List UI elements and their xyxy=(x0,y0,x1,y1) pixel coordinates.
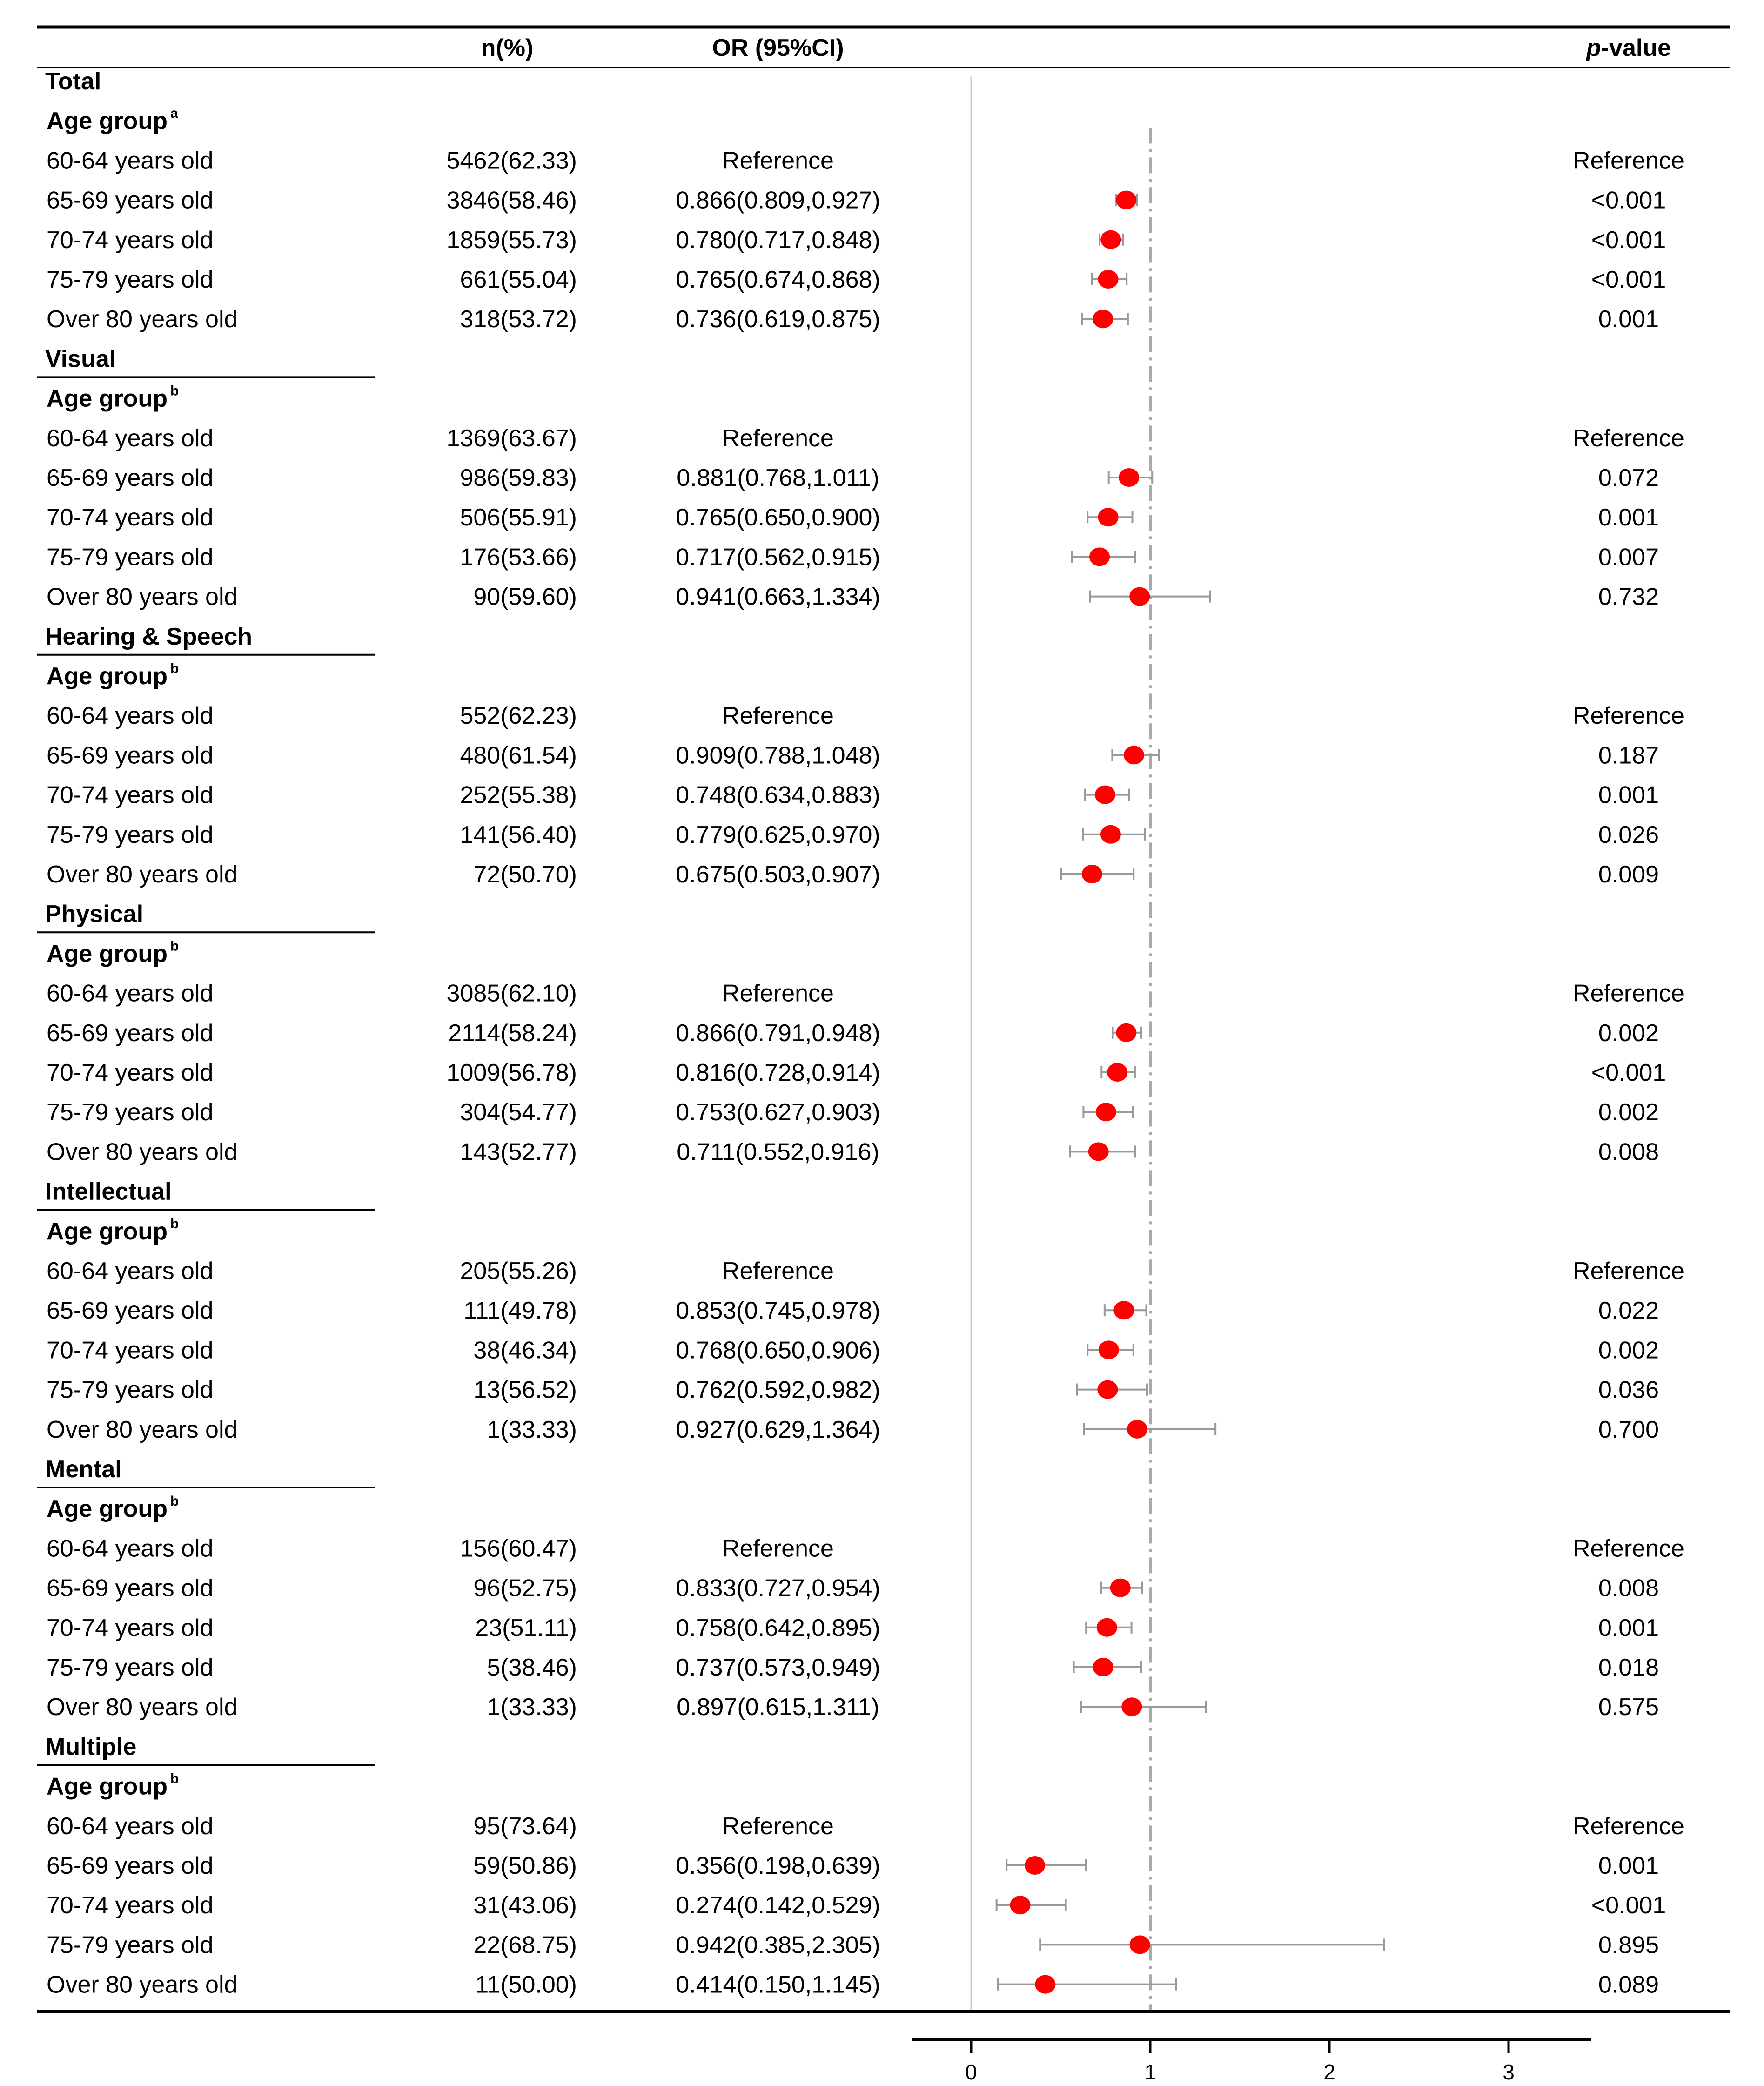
row-or-ci: Reference xyxy=(722,147,834,175)
row-label: 75-79 years old xyxy=(47,1654,214,1681)
row-n-pct: 90(59.60) xyxy=(473,583,577,611)
row-n-pct: 1(33.33) xyxy=(487,1694,577,1721)
row-label: 65-69 years old xyxy=(47,187,214,214)
row-label: 70-74 years old xyxy=(47,226,214,254)
row-or-ci: 0.897(0.615,1.311) xyxy=(677,1694,879,1721)
row-or-ci: 0.881(0.768,1.011) xyxy=(677,464,879,491)
row-p-value: 0.001 xyxy=(1598,1852,1659,1879)
row-or-ci: 0.356(0.198,0.639) xyxy=(676,1852,880,1879)
row-or-ci: 0.736(0.619,0.875) xyxy=(676,306,880,333)
age-group-label: Age group $^b$ xyxy=(47,1216,179,1245)
row-p-value: 0.008 xyxy=(1598,1138,1659,1166)
group-title: Physical xyxy=(45,901,144,928)
row-label: 70-74 years old xyxy=(47,1614,214,1642)
row-or-ci: 0.414(0.150,1.145) xyxy=(676,1971,880,1999)
row-label: 70-74 years old xyxy=(47,1059,214,1086)
row-label: 75-79 years old xyxy=(47,266,214,293)
row-p-value: 0.001 xyxy=(1598,1614,1659,1642)
row-p-value: Reference xyxy=(1573,1535,1684,1562)
group-title: Hearing & Speech xyxy=(45,623,253,650)
row-n-pct: 1(33.33) xyxy=(487,1416,577,1443)
axis-tick-label: 2 xyxy=(1323,2060,1335,2084)
row-p-value: Reference xyxy=(1573,702,1684,730)
row-label: 75-79 years old xyxy=(47,821,214,848)
row-n-pct: 205(55.26) xyxy=(460,1258,577,1285)
row-n-pct: 96(52.75) xyxy=(473,1575,577,1602)
row-p-value: Reference xyxy=(1573,424,1684,452)
row-n-pct: 176(53.66) xyxy=(460,544,577,571)
row-p-value: 0.700 xyxy=(1598,1416,1659,1443)
header-or-ci: OR (95%CI) xyxy=(712,34,844,61)
row-n-pct: 13(56.52) xyxy=(473,1376,577,1404)
or-point xyxy=(1010,1896,1030,1914)
row-label: 65-69 years old xyxy=(47,742,214,769)
row-or-ci: 0.927(0.629,1.364) xyxy=(676,1416,880,1443)
row-label: 75-79 years old xyxy=(47,1931,214,1959)
row-n-pct: 3085(62.10) xyxy=(446,980,577,1007)
age-group-label: Age group $^a$ xyxy=(47,106,178,135)
row-or-ci: 0.762(0.592,0.982) xyxy=(676,1376,880,1404)
row-label: 65-69 years old xyxy=(47,464,214,491)
row-or-ci: 0.816(0.728,0.914) xyxy=(676,1059,880,1086)
age-group-label: Age group $^b$ xyxy=(47,383,179,412)
or-point xyxy=(1100,825,1121,844)
row-label: 60-64 years old xyxy=(47,1812,214,1840)
or-point xyxy=(1119,468,1139,487)
row-p-value: Reference xyxy=(1573,1812,1684,1840)
row-label: 60-64 years old xyxy=(47,424,214,452)
row-or-ci: 0.737(0.573,0.949) xyxy=(676,1654,880,1681)
row-label: 75-79 years old xyxy=(47,1099,214,1126)
age-group-label: Age group $^b$ xyxy=(47,661,179,690)
row-p-value: 0.895 xyxy=(1598,1931,1659,1959)
row-or-ci: 0.717(0.562,0.915) xyxy=(676,544,880,571)
row-or-ci: Reference xyxy=(722,1812,834,1840)
row-or-ci: 0.909(0.788,1.048) xyxy=(676,742,880,769)
or-point xyxy=(1025,1856,1045,1875)
row-label: 60-64 years old xyxy=(47,147,214,175)
row-p-value: 0.001 xyxy=(1598,781,1659,809)
or-point xyxy=(1093,1658,1113,1676)
row-or-ci: 0.779(0.625,0.970) xyxy=(676,821,880,848)
row-n-pct: 31(43.06) xyxy=(473,1892,577,1919)
or-point xyxy=(1095,786,1115,804)
or-point xyxy=(1099,1340,1119,1359)
row-p-value: <0.001 xyxy=(1591,266,1666,293)
row-n-pct: 23(51.11) xyxy=(475,1614,577,1642)
row-n-pct: 72(50.70) xyxy=(473,861,577,888)
row-label: 65-69 years old xyxy=(47,1852,214,1879)
or-point xyxy=(1098,270,1119,289)
row-or-ci: 0.768(0.650,0.906) xyxy=(676,1337,880,1364)
header-p-value: p-value xyxy=(1586,34,1671,61)
row-or-ci: 0.866(0.809,0.927) xyxy=(676,187,880,214)
row-n-pct: 5462(62.33) xyxy=(446,147,577,175)
row-n-pct: 506(55.91) xyxy=(460,504,577,532)
row-n-pct: 986(59.83) xyxy=(460,464,577,491)
row-or-ci: 0.675(0.503,0.907) xyxy=(676,861,880,888)
or-point xyxy=(1127,1420,1147,1439)
row-p-value: <0.001 xyxy=(1591,1059,1666,1086)
row-or-ci: 0.866(0.791,0.948) xyxy=(676,1019,880,1047)
or-point xyxy=(1035,1975,1055,1994)
axis-tick-label: 1 xyxy=(1144,2060,1156,2084)
row-p-value: 0.002 xyxy=(1598,1099,1659,1126)
row-p-value: 0.732 xyxy=(1598,583,1659,611)
row-label: 70-74 years old xyxy=(47,1892,214,1919)
row-n-pct: 11(50.00) xyxy=(475,1971,577,1999)
axis-tick-label: 0 xyxy=(965,2060,977,2084)
row-p-value: 0.575 xyxy=(1598,1694,1659,1721)
row-label: 60-64 years old xyxy=(47,1535,214,1562)
row-p-value: 0.008 xyxy=(1598,1575,1659,1602)
or-point xyxy=(1110,1579,1131,1597)
row-or-ci: Reference xyxy=(722,1258,834,1285)
or-point xyxy=(1096,1103,1116,1121)
row-p-value: <0.001 xyxy=(1591,1892,1666,1919)
or-point xyxy=(1093,310,1113,328)
plot-area xyxy=(971,76,1384,2010)
row-or-ci: 0.780(0.717,0.848) xyxy=(676,226,880,254)
row-p-value: 0.007 xyxy=(1598,544,1659,571)
table-header xyxy=(481,34,1671,61)
row-or-ci: 0.765(0.674,0.868) xyxy=(676,266,880,293)
row-n-pct: 22(68.75) xyxy=(473,1931,577,1959)
or-point xyxy=(1098,508,1119,526)
row-p-value: <0.001 xyxy=(1591,187,1666,214)
row-or-ci: 0.765(0.650,0.900) xyxy=(676,504,880,532)
row-label: 65-69 years old xyxy=(47,1575,214,1602)
row-p-value: 0.009 xyxy=(1598,861,1659,888)
or-point xyxy=(1089,547,1110,566)
or-point xyxy=(1100,230,1121,249)
row-p-value: 0.072 xyxy=(1598,464,1659,491)
or-point xyxy=(1097,1380,1118,1399)
row-label: 65-69 years old xyxy=(47,1297,214,1325)
group-title: Multiple xyxy=(45,1733,137,1761)
or-point xyxy=(1082,865,1102,883)
row-n-pct: 141(56.40) xyxy=(460,821,577,848)
row-n-pct: 304(54.77) xyxy=(460,1099,577,1126)
row-n-pct: 2114(58.24) xyxy=(448,1019,577,1047)
row-or-ci: 0.274(0.142,0.529) xyxy=(676,1892,880,1919)
or-point xyxy=(1124,746,1144,764)
row-p-value: 0.187 xyxy=(1598,742,1659,769)
row-n-pct: 318(53.72) xyxy=(460,306,577,333)
row-n-pct: 252(55.38) xyxy=(460,781,577,809)
row-p-value: 0.026 xyxy=(1598,821,1659,848)
row-or-ci: 0.748(0.634,0.883) xyxy=(676,781,880,809)
row-or-ci: Reference xyxy=(722,1535,834,1562)
row-label: 75-79 years old xyxy=(47,1376,214,1404)
row-label: 60-64 years old xyxy=(47,1258,214,1285)
group-title: Visual xyxy=(45,345,116,373)
row-n-pct: 1369(63.67) xyxy=(446,424,577,452)
x-axis xyxy=(912,2039,1591,2084)
or-point xyxy=(1129,587,1150,606)
row-n-pct: 661(55.04) xyxy=(460,266,577,293)
row-p-value: 0.022 xyxy=(1598,1297,1659,1325)
row-label: 70-74 years old xyxy=(47,781,214,809)
row-or-ci: 0.942(0.385,2.305) xyxy=(676,1931,880,1959)
age-group-label: Age group $^b$ xyxy=(47,1494,179,1523)
row-or-ci: 0.758(0.642,0.895) xyxy=(676,1614,880,1642)
row-n-pct: 111(49.78) xyxy=(463,1297,577,1325)
row-or-ci: 0.853(0.745,0.978) xyxy=(676,1297,880,1325)
row-label: 60-64 years old xyxy=(47,702,214,730)
row-n-pct: 38(46.34) xyxy=(473,1337,577,1364)
row-p-value: 0.001 xyxy=(1598,504,1659,532)
row-p-value: Reference xyxy=(1573,1258,1684,1285)
row-or-ci: 0.833(0.727,0.954) xyxy=(676,1575,880,1602)
row-n-pct: 552(62.23) xyxy=(460,702,577,730)
or-point xyxy=(1130,1935,1150,1954)
row-label: Over 80 years old xyxy=(47,1138,238,1166)
row-or-ci: Reference xyxy=(722,702,834,730)
or-point xyxy=(1088,1142,1109,1161)
row-label: Over 80 years old xyxy=(47,1971,238,1999)
row-p-value: Reference xyxy=(1573,980,1684,1007)
row-n-pct: 1009(56.78) xyxy=(446,1059,577,1086)
axis-tick-label: 3 xyxy=(1502,2060,1515,2084)
table-rules xyxy=(37,27,1730,2012)
row-or-ci: 0.941(0.663,1.334) xyxy=(676,583,880,611)
row-label: Over 80 years old xyxy=(47,306,238,333)
row-or-ci: 0.753(0.627,0.903) xyxy=(676,1099,880,1126)
or-point xyxy=(1116,1023,1136,1042)
row-label: Over 80 years old xyxy=(47,861,238,888)
header-n-pct: n(%) xyxy=(481,34,534,61)
group-title: Total xyxy=(45,68,101,95)
row-n-pct: 95(73.64) xyxy=(473,1812,577,1840)
row-label: 70-74 years old xyxy=(47,504,214,532)
row-or-ci: Reference xyxy=(722,424,834,452)
row-label: Over 80 years old xyxy=(47,1694,238,1721)
row-label: 65-69 years old xyxy=(47,1019,214,1047)
row-p-value: 0.001 xyxy=(1598,306,1659,333)
row-n-pct: 480(61.54) xyxy=(460,742,577,769)
row-label: Over 80 years old xyxy=(47,1416,238,1443)
row-label: 60-64 years old xyxy=(47,980,214,1007)
row-n-pct: 3846(58.46) xyxy=(446,187,577,214)
row-p-value: 0.018 xyxy=(1598,1654,1659,1681)
age-group-label: Age group $^b$ xyxy=(47,938,179,968)
or-point xyxy=(1107,1063,1127,1082)
age-group-label: Age group $^b$ xyxy=(47,1771,179,1800)
row-label: 75-79 years old xyxy=(47,544,214,571)
group-title: Mental xyxy=(45,1456,122,1483)
row-p-value: 0.002 xyxy=(1598,1019,1659,1047)
row-n-pct: 59(50.86) xyxy=(473,1852,577,1879)
row-n-pct: 143(52.77) xyxy=(460,1138,577,1166)
row-or-ci: Reference xyxy=(722,980,834,1007)
row-label: 70-74 years old xyxy=(47,1337,214,1364)
row-or-ci: 0.711(0.552,0.916) xyxy=(677,1138,879,1166)
or-point xyxy=(1116,191,1136,209)
or-point xyxy=(1113,1301,1134,1319)
row-n-pct: 156(60.47) xyxy=(460,1535,577,1562)
group-title: Intellectual xyxy=(45,1178,172,1205)
row-n-pct: 5(38.46) xyxy=(487,1654,577,1681)
or-point xyxy=(1097,1618,1117,1637)
row-p-value: Reference xyxy=(1573,147,1684,175)
or-point xyxy=(1121,1697,1142,1716)
row-label: Over 80 years old xyxy=(47,583,238,611)
row-p-value: 0.089 xyxy=(1598,1971,1659,1999)
row-p-value: 0.036 xyxy=(1598,1376,1659,1404)
row-p-value: 0.002 xyxy=(1598,1337,1659,1364)
row-n-pct: 1859(55.73) xyxy=(446,226,577,254)
row-p-value: <0.001 xyxy=(1591,226,1666,254)
table-body xyxy=(45,68,1684,1999)
